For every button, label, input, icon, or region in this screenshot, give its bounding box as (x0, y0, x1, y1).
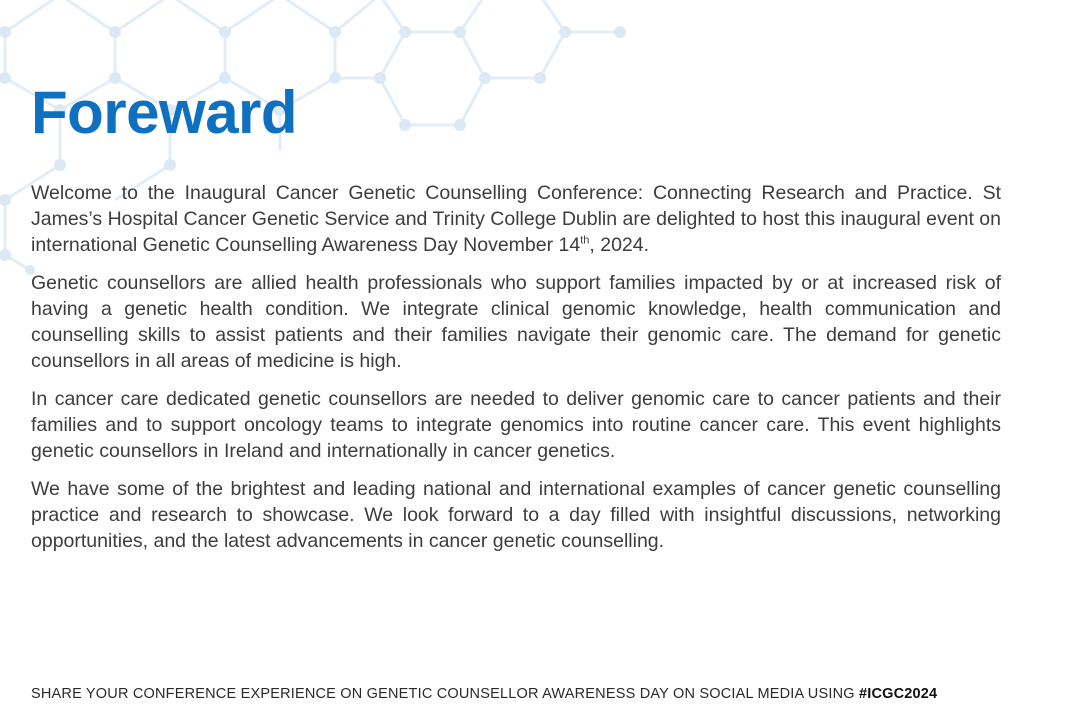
footer-share-note (31, 684, 937, 704)
ordinal-suffix: th (580, 234, 590, 247)
footer-hashtag: #ICGC2024 (858, 686, 938, 702)
page-title: Foreward (31, 79, 298, 146)
paragraph-cancer-care: In cancer care dedicated genetic counsellors are needed to deliver genomic care to cancer patients and their families and to support oncology teams to integrate genomics into routine cancer care. This event highlights genetic counsellors in Ireland and internationally in cancer genetics. (31, 388, 1001, 462)
footer-text: SHARE YOUR CONFERENCE EXPERIENCE ON GENETIC COUNSELLOR AWARENESS DAY ON SOCIAL MEDIA USING (31, 686, 859, 702)
paragraph-welcome-end: , 2024. (589, 234, 650, 256)
paragraph-showcase: We have some of the brightest and leading national and international examples of cancer genetic counselling practice and research to showcase. We look forward to a day filled with insightful discussions, networking opportunities, and the latest advancements in cancer genetic counselling. (31, 478, 1001, 552)
paragraph-genetic-counsellors: Genetic counsellors are allied health professionals who support families impacted by or at increased risk of having a genetic health condition. We integrate clinical genomic knowledge, health communication and counselling skills to assist patients and their families navigate their genomic care. The demand for genetic counsellors in all areas of medicine is high. (31, 272, 1001, 372)
paragraph-welcome-text: Welcome to the Inaugural Cancer Genetic Counselling Conference: Connecting Research and Practice. St James’s Hospital Cancer Genetic Service and Trinity College Dublin are delighted to host this inaugural event on international Genetic Counselling Awareness Day November 14 (31, 182, 1001, 256)
paragraph-welcome (31, 180, 1001, 258)
foreword-body (31, 180, 1001, 566)
